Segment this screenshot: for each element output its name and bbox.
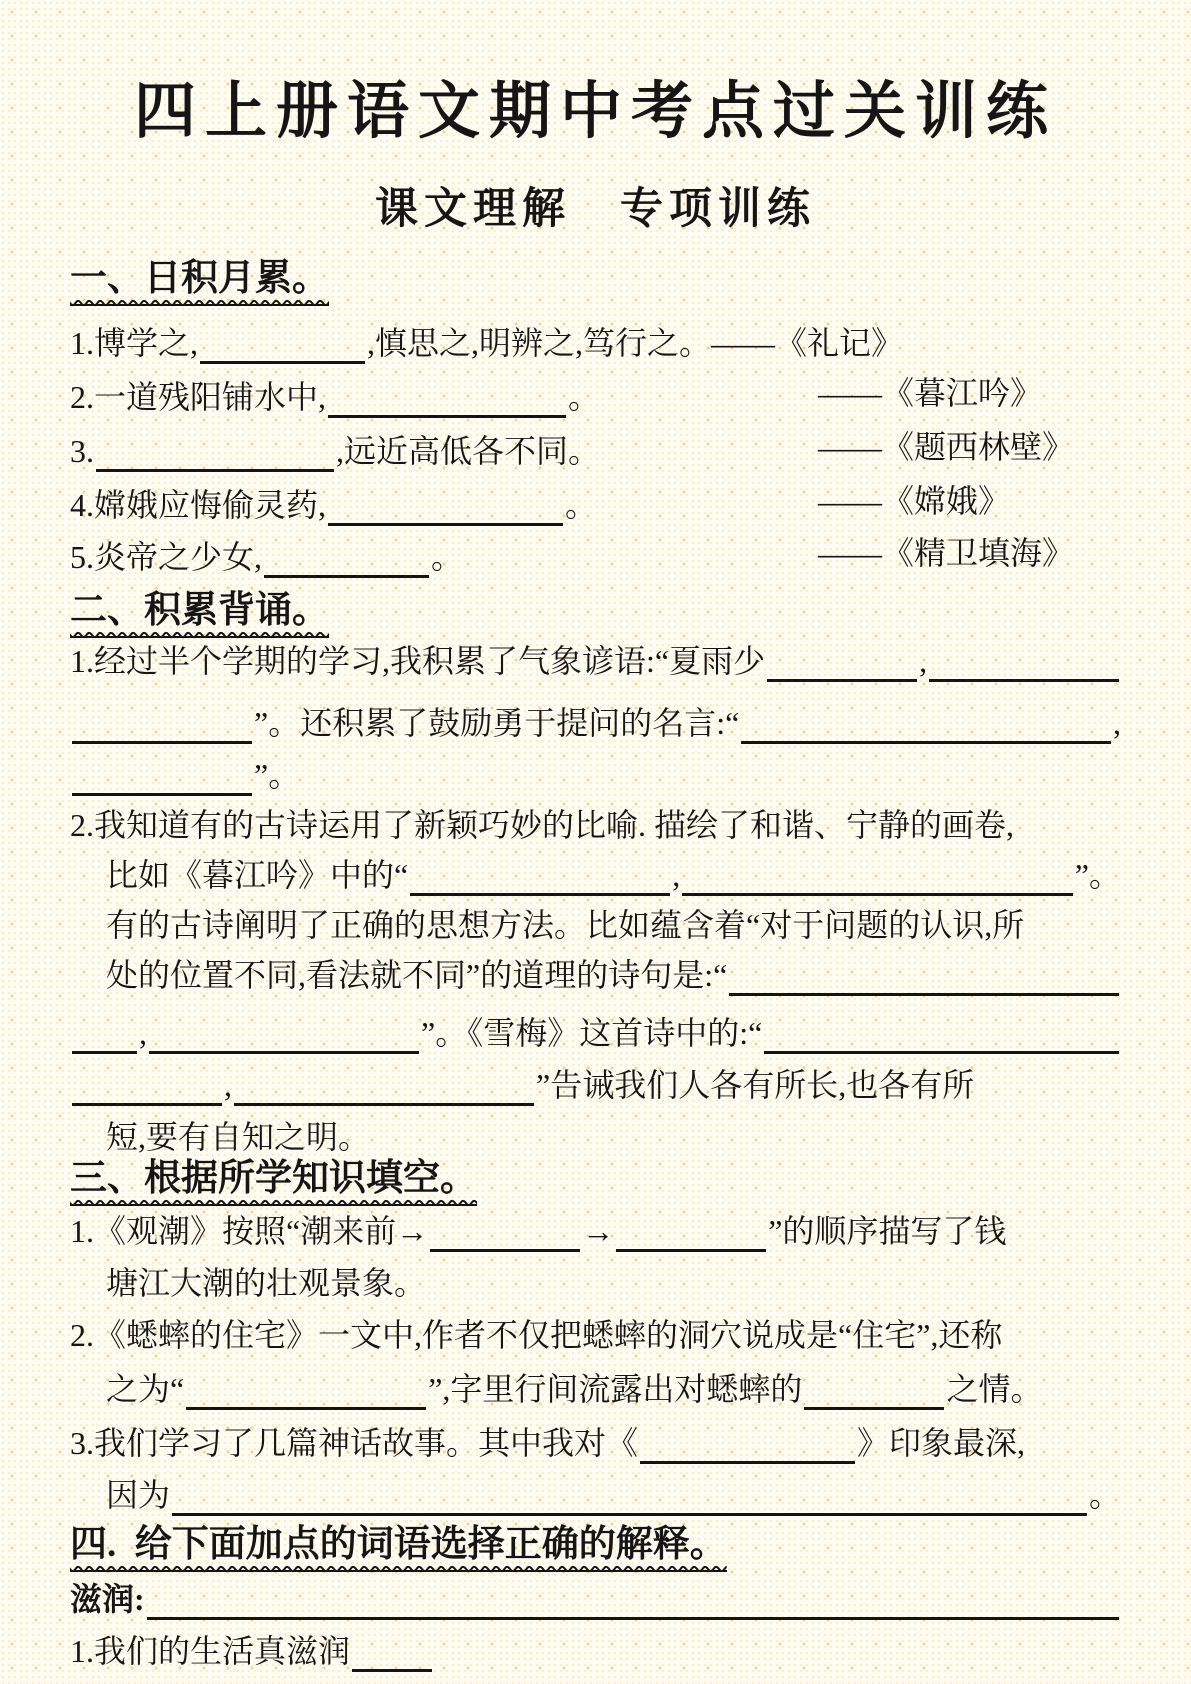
exercise-line-s2-2-6 xyxy=(70,1060,1121,1106)
line-text: 有的古诗阐明了正确的思想方法。比如蕴含着“对于问题的认识,所 xyxy=(106,907,1025,944)
section-1-heading: 一、日积月累。 xyxy=(70,257,329,306)
blank-underline xyxy=(640,1449,855,1464)
line-text: , xyxy=(139,1015,147,1052)
line-text: 1.博学之, xyxy=(70,325,199,362)
blank-underline xyxy=(72,781,252,796)
line-text: ”告诫我们人各有所长,也各有所 xyxy=(536,1067,975,1104)
exercise-line-s2-1-1 xyxy=(70,636,1121,682)
blank-underline xyxy=(328,511,563,526)
blank-underline xyxy=(72,729,252,744)
exercise-line-s3-2-1 xyxy=(70,1310,1121,1356)
blank-underline xyxy=(172,1501,1087,1516)
line-text: 。 xyxy=(1088,1477,1121,1514)
title-row xyxy=(70,74,1121,146)
blank-underline xyxy=(264,563,429,578)
line-text: 之为“ xyxy=(106,1371,185,1408)
line-text: 5.炎帝之少女, xyxy=(70,539,263,576)
line-text: , xyxy=(1113,705,1121,742)
citation: ——《题西林壁》 xyxy=(818,429,1075,465)
section-3-heading-row xyxy=(70,1150,1121,1206)
exercise-line-s3-1-1 xyxy=(70,1206,1121,1252)
line-text: 2.我知道有的古诗运用了新颖巧妙的比喻. 描绘了和谐、宁静的画卷, xyxy=(70,807,1015,844)
line-text: 因为 xyxy=(106,1477,171,1514)
blank-underline xyxy=(764,1039,1119,1054)
exercise-line-s3-1-2 xyxy=(106,1258,1121,1304)
exercise-line-s3-3-1 xyxy=(70,1418,1121,1464)
blank-underline xyxy=(200,349,365,364)
blank-underline xyxy=(410,881,670,896)
exercise-line-s1-4 xyxy=(70,480,1121,526)
blank-underline xyxy=(682,881,1073,896)
line-text: ”。还积累了鼓励勇于提问的名言:“ xyxy=(254,705,740,742)
line-text: , xyxy=(919,643,928,680)
line-text: ”,字里行间流露出对蟋蟀的 xyxy=(428,1371,803,1408)
exercise-line-s1-2 xyxy=(70,372,1121,418)
blank-underline xyxy=(729,981,1119,996)
citation: ——《嫦娥》 xyxy=(818,483,1011,519)
citation: ——《礼记》 xyxy=(711,325,904,362)
line-text: 短,要有自知之明。 xyxy=(106,1119,371,1156)
line-text: 塘江大潮的壮观景象。 xyxy=(106,1265,427,1302)
word-definition-row xyxy=(70,1574,1121,1620)
exercise-line-s3-2-2 xyxy=(106,1364,1121,1410)
section-2-heading-row xyxy=(70,582,1121,638)
blank-underline xyxy=(96,457,334,472)
section-1-heading-row xyxy=(70,250,1121,306)
exercise-line-s4-1 xyxy=(70,1626,1121,1672)
line-text: 4.嫦娥应悔偷灵药, xyxy=(70,487,327,524)
line-text: 比如《暮江吟》中的“ xyxy=(106,857,409,894)
line-text: 1.我们的生活真滋润 xyxy=(70,1633,351,1670)
line-text: 3. xyxy=(70,433,94,470)
subtitle-row xyxy=(70,182,1121,236)
line-text: 1.《观潮》按照“潮来前→ xyxy=(70,1213,429,1250)
blank-underline xyxy=(929,667,1119,682)
exercise-line-s2-1-2 xyxy=(70,698,1121,744)
line-text: 》印象最深, xyxy=(857,1425,1026,1462)
arrow-text: → xyxy=(582,1213,615,1250)
exercise-line-s2-1-3 xyxy=(70,750,1121,796)
line-text: ,远近高低各不同。 xyxy=(336,433,601,470)
blank-underline xyxy=(72,1091,222,1106)
exercise-line-s2-2-4 xyxy=(106,950,1121,996)
section-4-heading: 四. 给下面加点的词语选择正确的解释。 xyxy=(70,1523,727,1572)
citation: ——《暮江吟》 xyxy=(818,375,1043,411)
blank-underline xyxy=(328,403,566,418)
exercise-line-s1-1 xyxy=(70,318,1121,364)
line-text: 之情。 xyxy=(946,1371,1043,1408)
line-text: 处的位置不同,看法就不同”的道理的诗句是:“ xyxy=(106,957,728,994)
blank-underline xyxy=(234,1091,534,1106)
line-text: 2.一道残阳铺水中, xyxy=(70,379,327,416)
line-text: , xyxy=(672,857,681,894)
section-2-heading: 二、积累背诵。 xyxy=(70,589,329,638)
blank-underline xyxy=(804,1395,944,1410)
line-text: 。 xyxy=(565,487,598,524)
line-text: ”的顺序描写了钱 xyxy=(768,1213,1007,1250)
line-text: ”。《雪梅》这首诗中的:“ xyxy=(421,1015,763,1052)
blank-underline xyxy=(741,729,1111,744)
section-3-heading: 三、根据所学知识填空。 xyxy=(70,1157,477,1206)
exercise-line-s2-2-1 xyxy=(70,800,1121,846)
blank-underline xyxy=(352,1657,432,1672)
line-text: ”。 xyxy=(254,757,301,794)
line-text: 2.《蟋蟀的住宅》一文中,作者不仅把蟋蟀的洞穴说成是“住宅”,还称 xyxy=(70,1317,1003,1354)
line-text: , xyxy=(224,1067,232,1104)
exercise-line-s2-2-2 xyxy=(106,850,1121,896)
page-subtitle: 课文理解 专项训练 xyxy=(375,186,816,233)
section-4-heading-row xyxy=(70,1516,1121,1572)
word-label: 滋润: xyxy=(70,1581,145,1618)
blank-underline xyxy=(72,1039,137,1054)
line-text: ,慎思之,明辨之,笃行之。 xyxy=(367,325,712,362)
blank-underline xyxy=(767,667,917,682)
line-text: 3.我们学习了几篇神话故事。其中我对《 xyxy=(70,1425,639,1462)
line-text: ”。 xyxy=(1074,857,1121,894)
blank-underline xyxy=(149,1039,419,1054)
page-title: 四上册语文期中考点过关训练 xyxy=(133,77,1057,146)
exercise-line-s3-3-2 xyxy=(106,1470,1121,1516)
blank-underline xyxy=(616,1237,766,1252)
line-text: 。 xyxy=(431,539,464,576)
exercise-line-s2-2-3 xyxy=(106,900,1121,946)
line-text: 。 xyxy=(568,379,601,416)
exercise-line-s2-2-5 xyxy=(70,1008,1121,1054)
blank-underline xyxy=(147,1605,1119,1620)
exercise-line-s1-3 xyxy=(70,426,1121,472)
citation: ——《精卫填海》 xyxy=(818,535,1075,571)
exercise-line-s1-5 xyxy=(70,532,1121,578)
blank-underline xyxy=(430,1237,580,1252)
line-text: 1.经过半个学期的学习,我积累了气象谚语:“夏雨少 xyxy=(70,643,766,680)
blank-underline xyxy=(186,1395,426,1410)
